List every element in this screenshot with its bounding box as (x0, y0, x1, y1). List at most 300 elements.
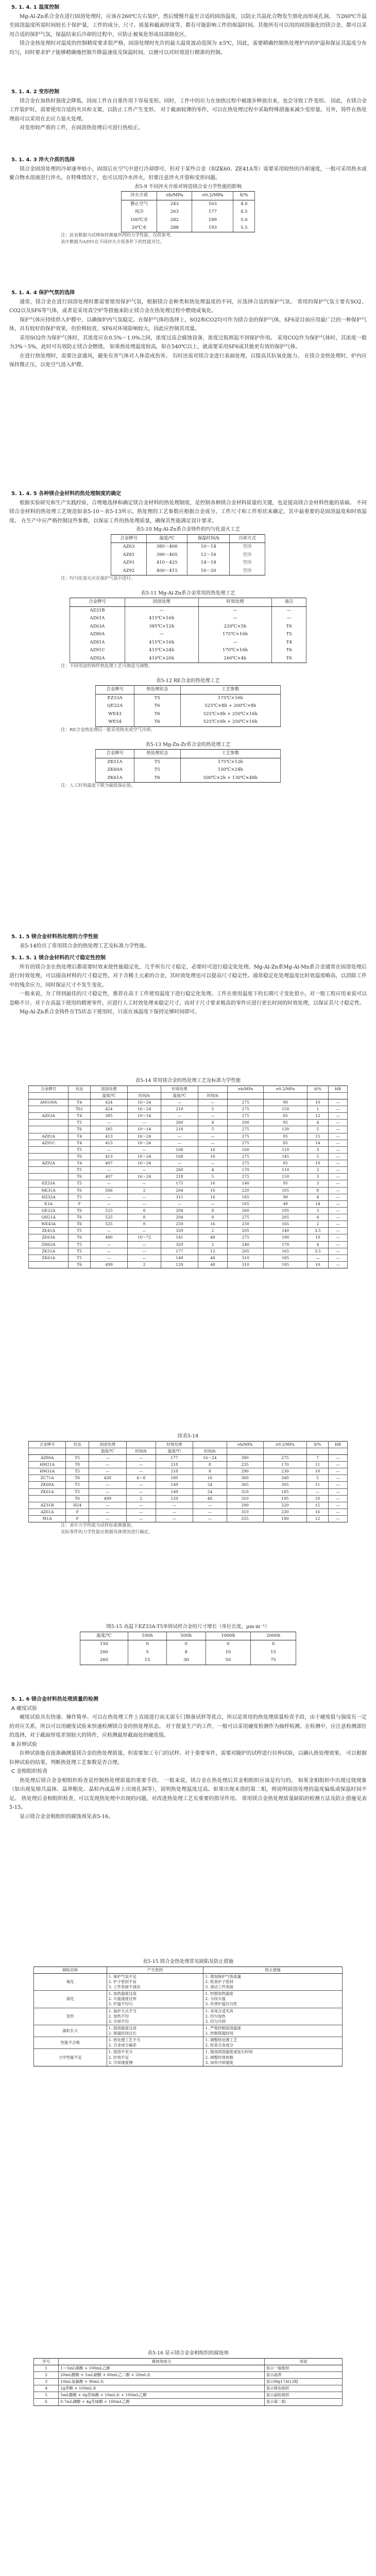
table-caption: 图5-15 高温下EZ33A-T5单铸试样合金的尺寸增长（单位长度，μm·m⁻¹） (106, 1624, 270, 1630)
table-cell: 3.5 (307, 1248, 328, 1255)
table-cell: 1. 固溶温度过高 2. 保温时间过长 (107, 2025, 203, 2037)
table-cell: — (328, 1475, 347, 1482)
col-header: 合金牌号 (96, 750, 134, 758)
table-cell: 243 (157, 200, 192, 208)
section-practice (9, 489, 367, 789)
table-cell: 365 (227, 1482, 263, 1488)
table-cell: 30 (167, 1656, 206, 1665)
table-note: 表中数据为AZ91在不同淬火介质条件下的性能对比。 (61, 240, 165, 245)
table-cell: ZE63A (29, 1234, 69, 1241)
table-cell: 4 (307, 1214, 328, 1221)
col-header: 产生原因 (107, 1967, 203, 1973)
table-cell (29, 1167, 69, 1174)
table-cell: 204 (161, 1214, 198, 1221)
table-cell: 413 (91, 1133, 128, 1140)
table-cell: 5 (198, 1174, 227, 1180)
table-cell: 407 (91, 1160, 128, 1167)
table-cell: ZK60A (96, 766, 134, 774)
col-header: 时间/h (193, 1448, 227, 1454)
table-cell: T6 (69, 1174, 91, 1180)
paragraph: 所有的镁合金在热处理后都需要时效来使性能稳定化，几乎所有尺寸稳定，必要时可进行稳定化处理。Mg-Al-Zn系Mg-Al-Mn系合金通常在固溶处理后进行时效处理，可以提高材料的尺寸稳定性。对于含稀土元素的合金，其时效处理也可以提高尺寸稳定性。通常稳定化处理温度比时效温度略高，以消除工件中的残余应力，同时保证尺寸不发生变化。 (9, 964, 367, 988)
table-cell: — (193, 1502, 227, 1509)
col-header (227, 1448, 263, 1454)
table-cell: T6 (134, 702, 180, 710)
table-cell: AZ92A (29, 1160, 69, 1167)
col-header: 合金牌号 (96, 686, 134, 694)
table-cell: 氧化 (34, 1973, 107, 1990)
table-row (34, 2008, 343, 2025)
table-cell: T4 (69, 1140, 91, 1146)
table-cell (29, 1106, 69, 1113)
table-cell: 204 (161, 1187, 198, 1194)
col-header: σ0.2/MPa (192, 192, 233, 200)
table-cell: T4 (69, 1133, 91, 1140)
table-cell: 6 (34, 2399, 59, 2405)
table-row (34, 2371, 343, 2378)
col-header (29, 1092, 69, 1099)
table-cell: 141 (161, 1234, 198, 1241)
table-cell: — (198, 1133, 227, 1140)
col-header (227, 1092, 264, 1099)
table-cell: 165 (264, 1221, 307, 1228)
table-cell: 177 (192, 208, 233, 216)
table-cell: 415℃×16h (125, 639, 198, 647)
table-cell: 1. 固溶不充分 2. 时效不足 3. 冷却速度慢 (107, 2049, 203, 2066)
table-cell: ZK61A (96, 774, 134, 783)
table-row (29, 1200, 348, 1207)
table-cell: H24 (66, 1502, 89, 1509)
table-note: 注：人工时效温度下限为最低保证值。 (61, 783, 135, 789)
table-cell: — (328, 1106, 347, 1113)
table-cell: — (89, 1509, 126, 1515)
col-header: 时间/h (198, 1092, 227, 1099)
table-cell (29, 1153, 69, 1160)
table-row (70, 655, 306, 663)
table-cell: AZ81A (70, 639, 125, 647)
table-cell: 15 (128, 1656, 166, 1665)
section-deformation (9, 88, 367, 133)
table-cell: 15 (307, 1133, 328, 1140)
table-cell: 10 (307, 1261, 328, 1268)
table-cell: 180 (156, 1475, 193, 1482)
table-row (29, 1248, 348, 1255)
table-cell: HM31A (29, 1468, 66, 1475)
table-cell: 20mL醋酸 + 1mL硝酸 + 60mL乙二醇 + 20mL水 (59, 2371, 264, 2378)
table-cell: 1. 严格控制固溶温度 2. 控制保温时间 (203, 2025, 343, 2037)
table-cell: — (127, 1241, 161, 1248)
table-cell: 0 (251, 1640, 296, 1649)
table-cell: 525℃×8h + 250℃×16h (180, 710, 280, 718)
table-cell: 16 (198, 1180, 227, 1187)
table-cell: T6 (272, 647, 306, 654)
table-cell: 380 (227, 1454, 263, 1461)
table-cell: 8 (167, 1649, 206, 1656)
paragraph: 对变形较严重的工件，在固溶热处理后可进行热校正。 (20, 125, 143, 131)
table-cell: 10 (307, 1099, 328, 1106)
table-cell: T6 (69, 1214, 91, 1221)
table-cell: ZK51A (96, 758, 134, 766)
table-caption: 表5-11 Mg-Al-Zn系合金常用的热处理工艺 (141, 590, 235, 596)
table-cell: 16～20 (187, 567, 230, 575)
table-cell: — (198, 1099, 227, 1106)
table-cell: 205 (227, 1228, 264, 1234)
table-cell: 48 (198, 1261, 227, 1268)
table-cell: 150℃×24h (180, 766, 280, 774)
table-cell: 525 (91, 1207, 128, 1214)
table-cell: 220 (263, 1502, 307, 1509)
table-cell: 525℃×8h + 200℃×8h (180, 702, 280, 710)
table-cell: 1. 调整热处理工艺 2. 检查合金成分 (203, 2037, 343, 2049)
table-cell (29, 1495, 66, 1502)
table-cell: — (91, 1241, 128, 1248)
table-cell: M1A (29, 1516, 66, 1522)
table-cell: 1 (307, 1106, 328, 1113)
table-cell: — (328, 1120, 347, 1126)
table-caption: 表5-14 常用镁合金的热处理工艺及标准力学性能 (135, 1078, 241, 1083)
table-row (34, 1973, 343, 1990)
quench-table (121, 191, 255, 232)
table-cell: 385℃×12h (125, 623, 198, 631)
table-note: 注：表中力学性能为试样标准测量值。 (61, 1523, 135, 1529)
table-row (29, 1099, 348, 1106)
col-header: 防止措施 (203, 1967, 343, 1973)
table-row (29, 1133, 348, 1140)
table-cell: 10 (307, 1495, 328, 1502)
table-cell: 8 (198, 1214, 227, 1221)
table-cell: — (307, 1488, 328, 1495)
table-cell: 10mL氢氟酸 + 90mL水 (59, 2379, 264, 2385)
table-note: 注：不同用途的铸件热处理工艺可做适当调整。 (61, 664, 153, 669)
table-cell: — (328, 1488, 347, 1495)
table-cell: — (328, 1255, 347, 1261)
col-header: 合金牌号 (29, 1441, 66, 1448)
table-cell: 250 (161, 1221, 198, 1228)
table-cell: 75 (251, 1656, 296, 1665)
table-cell: — (328, 1174, 347, 1180)
table-cell (29, 1174, 69, 1180)
table-cell: 205 (227, 1248, 264, 1255)
table-cell: 3 (307, 1207, 328, 1214)
table-cell: 310 (227, 1495, 263, 1502)
table-cell: QH21A (29, 1214, 69, 1221)
table-cell: — (328, 1167, 347, 1174)
table-cell: — (193, 1516, 227, 1522)
etchant-table (33, 2358, 343, 2406)
table-cell: 240 (227, 1241, 264, 1248)
defect-table-block (9, 1958, 367, 2066)
table-cell: 4 (198, 1120, 227, 1126)
table-caption: 表5-16 显示镁合金金相组织的腐蚀剂 (147, 2350, 229, 2356)
table-cell: 2 (127, 1187, 161, 1194)
table-cell: 24 (193, 1488, 227, 1495)
paragraph: 镁合金固溶处理的冷却速率较小，固溶后在空气中进行冷却即可，但对于某些合金（如ZK60、ZE41A等）需要采用较快的冷却速度，一般可采用热水或聚合物水溶液进行淬火。在特殊情况下，也可以用冷水淬火，但要注意淬火开裂和变形问题。 (9, 166, 367, 181)
table-cell: 407 (91, 1174, 128, 1180)
table-cell: T6 (69, 1153, 91, 1160)
col-header (69, 1092, 91, 1099)
section-quench (9, 156, 367, 246)
table-row (29, 1261, 348, 1268)
table-cell: — (89, 1482, 126, 1488)
table-cell: 168 (161, 1153, 198, 1160)
section-heading: 5. 1. 5 镁合金材料热处理的力学性能 (11, 934, 98, 940)
table-cell: — (126, 1516, 156, 1522)
col-header (307, 1448, 328, 1454)
table-cell: 1. 采用合适夹具 2. 均匀加热 3. 均匀冷却 (203, 2008, 343, 2025)
paragraph: 采用SO2作为保护气体时，其浓度应在0.5%～1.0%之间，浓度过高会腐蚀设备，浓度过低则起不到保护作用。 采用CO2作为保护气体时，其浓度一般为3%～5%，此时可有效防止镁合金燃烧。 如果热处理温度较高，如在540℃以上，就需要采用SF6或其他更有效的保护气体。 (9, 335, 367, 350)
table-cell: 90 (264, 1099, 307, 1106)
table-cell: — (89, 1462, 126, 1468)
table-cell: 95 (264, 1180, 307, 1187)
table-row (29, 1475, 348, 1482)
paragraph: 根据实验研究和生产实践经验，合理地选择和确定镁合金材料的热处理制度，是控制各种镁合金材料质量的关键，也是提高镁合金材料性能的基础。 不同镁合金材料的热处理工艺规范如表5-10～表5-13所示。热处理的工艺参数应根据合金成分、工件尺寸和工件形状来确定，其中最重要的是固溶温度和时效温度。 在生产中应严格控制这些参数，以保证工件的热处理质量，确保其性能满足设计要求。 (9, 500, 367, 524)
table-cell: — (198, 1160, 227, 1167)
table-cell: 14 (307, 1200, 328, 1207)
table-cell: 90 (264, 1194, 307, 1200)
table-cell: 390～405 (146, 551, 187, 559)
table-cell: — (328, 1509, 347, 1515)
table-cell: 410℃×20h (125, 655, 198, 663)
section-heading: 5. 1. 4. 5 各种镁合金材料的热处理制度的确定 (11, 491, 122, 497)
znzr-table (95, 749, 281, 783)
table-cell: 16～24 (127, 1153, 161, 1160)
paragraph: 显示镁合金金相组织的腐蚀剂见表5-16。 (20, 1814, 114, 1820)
table-cell: 1. 增加保护气体流量 2. 检查炉子密封 3. 清洁工件表面 (203, 1973, 343, 1990)
table-cell: 0 (206, 1640, 251, 1649)
table-cell: 260 (227, 1207, 264, 1214)
table-cell: 129 (161, 1261, 198, 1268)
table-cell: — (328, 1502, 347, 1509)
table-cell: AZ31B (29, 1502, 66, 1509)
col-header: σb/MPa (227, 1086, 264, 1092)
table-row (29, 1255, 348, 1261)
table-row (96, 710, 281, 718)
re-table (95, 685, 281, 726)
table-cell: 200 (227, 1120, 264, 1126)
table-cell: 400～415 (146, 567, 187, 575)
paragraph: 热处理后镁合金金相组织检查是控制热处理质量的重要手段。 一般来说，镁合金在热处理后其金相组织应该是均匀的。 如果金相组织中出现过烧现象（如出现复熔共晶体、晶界粗化、晶粒内或晶界上出现孔洞等），说明热处理温度过高。如果出现未溶的第二相，则说明固溶处理的温度偏低或保温时间不足。 热处理后金相组织检查，可以发现热处理中出现的问题，对改进热处理工艺有重要的指导作用。 常用镁合金热处理质量缺陷的检测方法及防止措施见表5-15。 (9, 1777, 367, 1810)
sub-heading: A 硬度试验 (11, 1705, 38, 1711)
table-row (80, 1640, 296, 1649)
table-cell: — (161, 1160, 198, 1167)
table-cell: — (328, 1160, 347, 1167)
table-cell (29, 1120, 69, 1126)
table-cell: 10 (307, 1234, 328, 1241)
table-cell: 0 (128, 1640, 166, 1649)
table-cell: 变形 (34, 2008, 107, 2025)
table-note: 实际零件的力学性能应根据具体情况进行确定。 (61, 1529, 153, 1535)
table-cell: 235 (227, 1462, 263, 1468)
table-cell: 14～18 (187, 559, 230, 567)
table-cell: 显示晶界 (264, 2371, 342, 2378)
col-header: δ/% (307, 1086, 328, 1092)
table-cell: 10 (206, 1649, 251, 1656)
table-cell: T6 (69, 1234, 91, 1241)
table-cell: — (89, 1488, 126, 1495)
table-cell: 50 (206, 1656, 251, 1665)
table-cell: AZ80A (29, 1454, 66, 1461)
table-cell: — (91, 1255, 128, 1261)
table-cell: 275 (227, 1113, 264, 1120)
table-cell: 275 (227, 1099, 264, 1106)
paragraph: 通常，镁合金在进行固溶处理时都需要使用保护气氛，根据镁合金种类和热处理温度的不同，应选择合适的保护气氛。 常用的保护气氛主要有SO2、CO2以及SF6等气体，或者是采用真空炉等措施来防止镁合金在热处理过程中燃烧或氧化。 (9, 299, 367, 314)
table-cell: 4 (198, 1167, 227, 1174)
table-cell: T5 (66, 1482, 89, 1488)
col-header: 时间/h (126, 1448, 156, 1454)
table-cell: 10～14 (187, 543, 230, 551)
table-cell: 性能不合格 (34, 2037, 107, 2049)
table-cell: 218 (156, 1468, 193, 1475)
table-cell: 168 (161, 1146, 198, 1153)
col-header: 温度/℃ (161, 1092, 198, 1099)
table-cell: 5 (128, 1649, 166, 1656)
table-cell: — (91, 1146, 128, 1153)
table-cell: 8 (127, 1221, 161, 1228)
table-cell: 2 (198, 1241, 227, 1248)
table-cell: — (328, 1241, 347, 1248)
table-cell: 16～24 (127, 1140, 161, 1146)
table-cell: 275 (227, 1106, 264, 1113)
homogenization-table (111, 534, 265, 575)
table-cell: — (198, 1113, 227, 1120)
table-cell: HM21A (29, 1462, 66, 1468)
table-row (122, 208, 255, 216)
table-cell: 显示一般组织 (264, 2365, 342, 2371)
table-cell: 10 (307, 1468, 328, 1475)
table-cell: ZK51A (29, 1248, 69, 1255)
table-row (29, 1113, 348, 1120)
col-header: 时效处理 (156, 1441, 193, 1448)
table-cell: 16 (307, 1509, 328, 1515)
table-cell: — (198, 1200, 227, 1207)
table-cell: 8 (193, 1468, 227, 1475)
table-caption: 表5-13 Mg-Zn-Zr系合金的热处理工艺 (145, 741, 231, 748)
table-cell: 2 (126, 1495, 156, 1502)
table-cell: T8 (66, 1462, 89, 1468)
table-cell: 195 (264, 1207, 307, 1214)
table-cell: 16～24 (127, 1160, 161, 1167)
paragraph: 保护气体应持续供入炉膛中，以确保炉内气氛稳定。在保护气体的选择上，SO2和CO2均可作为镁合金的保护气体，SF6是目前应用最广泛的一种保护气体，具有较好的保护效果，但价格较贵，SF6对环境影响较大，因此应控制其用量。 (9, 317, 367, 332)
mech-table-block (9, 1077, 367, 1268)
table-cell: — (328, 1133, 347, 1140)
growth-table (80, 1632, 296, 1665)
table-cell: T5 (134, 694, 180, 702)
table-cell: T6 (69, 1187, 91, 1194)
col-header: 固溶处理 (125, 598, 198, 606)
col-header (66, 1448, 89, 1454)
table-cell: 260 (161, 1167, 198, 1174)
table-cell (29, 1261, 69, 1268)
table-cell: — (127, 1146, 161, 1153)
table-cell: 499 (91, 1261, 128, 1268)
table-cell: T5 (66, 1454, 89, 1461)
table-row (70, 615, 306, 622)
table-cell: 315 (161, 1194, 198, 1200)
table-cell: AZ80A (70, 631, 125, 638)
table-cell: K1A (29, 1200, 69, 1207)
table-cell: 16 (198, 1187, 227, 1194)
table-cell: — (91, 1167, 128, 1174)
table-cell: — (91, 1228, 128, 1234)
table-cell: 170 (263, 1462, 307, 1468)
table-cell: 288 (157, 224, 192, 232)
col-header: 2000h (251, 1632, 296, 1640)
growth-table-block (9, 1623, 367, 1665)
table-cell: ZH62A (29, 1241, 69, 1248)
table-cell: 185 (227, 1194, 264, 1200)
table-cell: 360 (227, 1475, 263, 1482)
table-cell: T4 (69, 1113, 91, 1120)
table-cell: — (161, 1140, 198, 1146)
table-cell: T6 (134, 774, 180, 783)
table-cell: 310 (227, 1488, 263, 1495)
table-cell: 12 (307, 1113, 328, 1120)
table-cell: 185 (264, 1255, 307, 1261)
table-cell: T6 (69, 1126, 91, 1133)
table-cell: 5.0 (233, 216, 255, 224)
table-row (29, 1234, 348, 1241)
table-row (29, 1509, 348, 1515)
table-cell: — (328, 1126, 347, 1133)
table-row (29, 1126, 348, 1133)
col-header: δ/% (233, 192, 255, 200)
table-cell: T5 (134, 766, 180, 774)
table-cell: 20℃水 (122, 224, 157, 232)
table-cell: 2g草酸 + 100mL水 (59, 2385, 264, 2392)
table-cell: — (89, 1468, 126, 1475)
table-cell: 480 (91, 1234, 128, 1241)
table-cell: — (91, 1120, 128, 1126)
table-cell: 150 (264, 1106, 307, 1113)
table-cell: 255 (227, 1516, 263, 1522)
table-cell: 263 (157, 208, 192, 216)
table-cell: AZ91C (29, 1140, 69, 1146)
table-cell: 8 (193, 1462, 227, 1468)
table-cell: 415℃×24h (125, 647, 198, 654)
table-cell: 16 (198, 1146, 227, 1153)
table-cell: — (161, 1099, 198, 1106)
table-cell: 310 (227, 1255, 264, 1261)
table-cell: T5 (69, 1120, 91, 1126)
table-cell: 2 (34, 2371, 59, 2378)
table-cell: ZK61A (29, 1255, 69, 1261)
table-cell: T5 (69, 1255, 91, 1261)
table-cell: 415℃×16h (125, 615, 198, 622)
table-cell: 5 (198, 1126, 227, 1133)
col-header: 缺陷名称 (34, 1967, 107, 1973)
table-cell: HK31A (29, 1187, 69, 1194)
table-cell: 385 (91, 1113, 128, 1120)
table-cell: 11 (307, 1462, 328, 1468)
mech-table2-block (9, 1432, 367, 1536)
table-cell: 385 (91, 1126, 128, 1133)
table-row (34, 2379, 343, 2385)
table-cell: 15 (251, 1649, 296, 1656)
col-header: 淬火介质 (122, 192, 157, 200)
table-cell: — (89, 1516, 126, 1522)
table-cell: 14 (307, 1140, 328, 1146)
table-cell: 220℃×5h (198, 623, 272, 631)
table-cell: 430 (89, 1475, 126, 1482)
table-cell: 0.7mL磷酸 + 4g苦味酸 + 100mL乙醇 (59, 2399, 264, 2405)
etchant-table-block (9, 2349, 367, 2406)
table-cell: F (66, 1516, 89, 1522)
table-row (34, 2049, 343, 2066)
col-header: 温度/℃ (146, 534, 187, 543)
col-header (328, 1448, 347, 1454)
col-header (307, 1092, 328, 1099)
table-row (111, 559, 265, 567)
table-cell: AZ31B (70, 606, 125, 615)
